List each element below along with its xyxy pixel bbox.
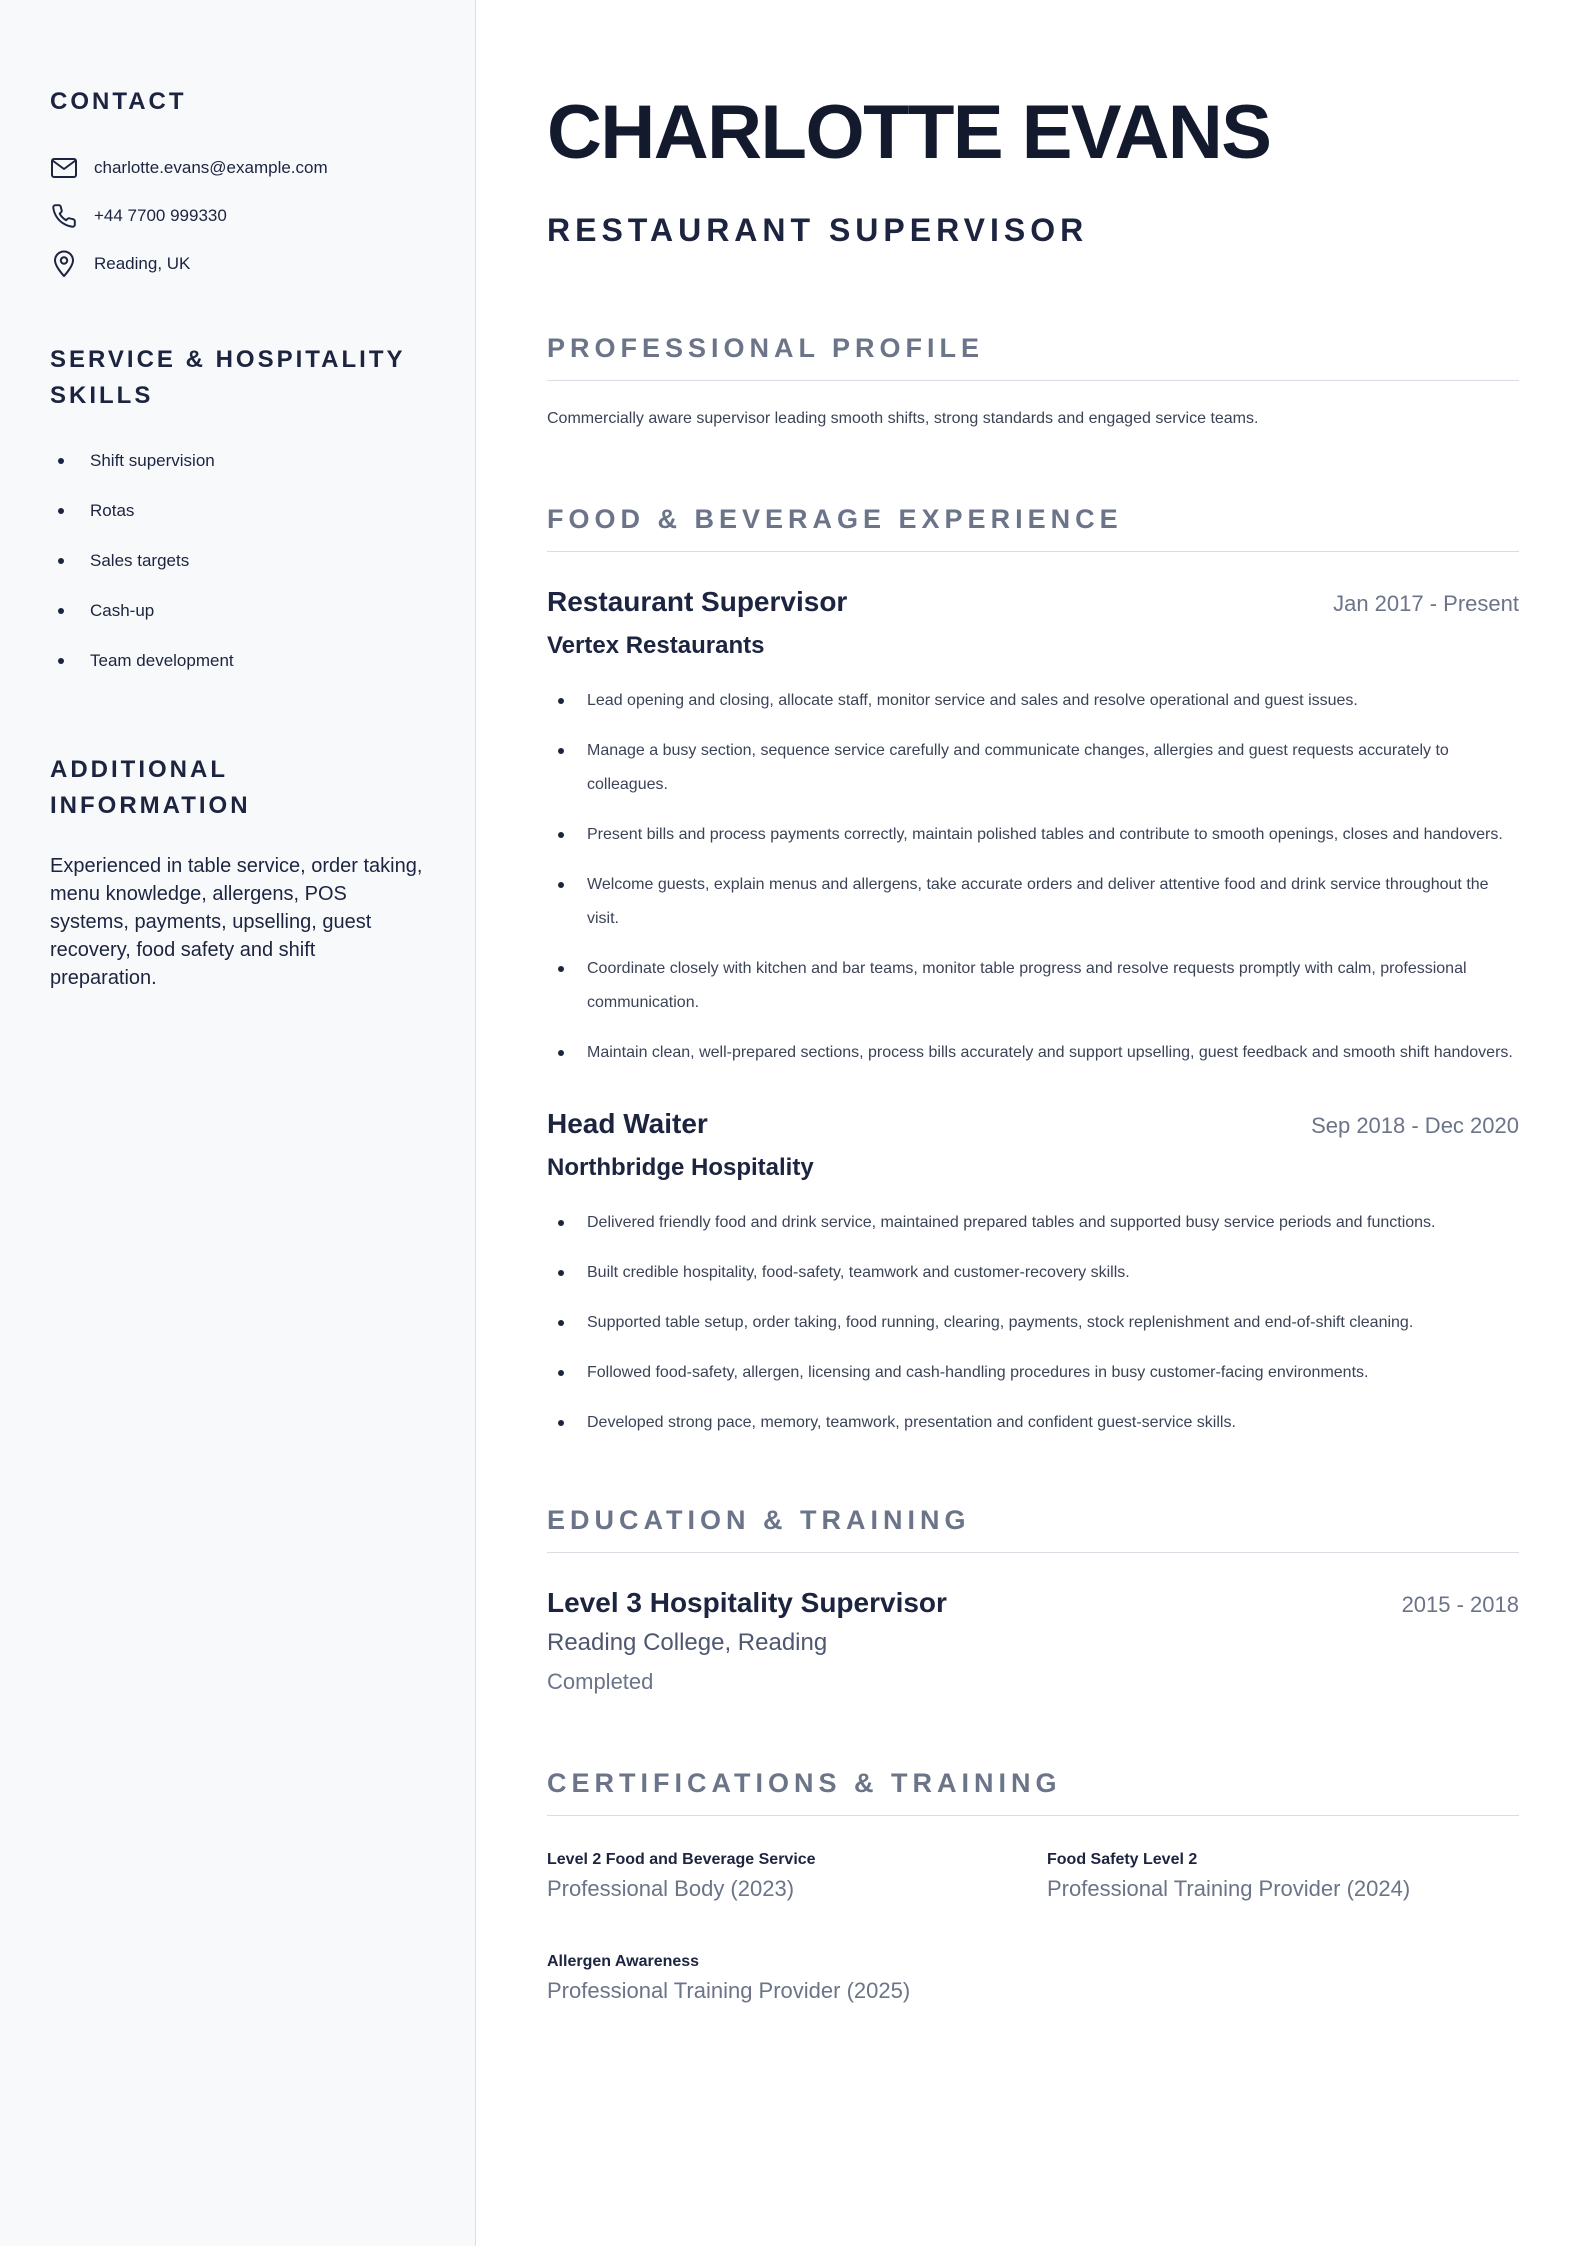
contact-phone-row: [50, 192, 425, 240]
additional-info-text: Experienced in table service, order taking, menu knowledge, allergens, POS systems, payments, upselling, guest recovery, food safety and shift preparation.: [50, 855, 423, 989]
certifications-grid: [547, 1850, 1519, 2004]
education-entry: [547, 1587, 1519, 1695]
certification-item: [1047, 1850, 1519, 1902]
certification-issuer: Professional Body (2023): [547, 1876, 795, 1901]
job-date: Jan 2017 - Present: [1333, 591, 1519, 616]
skills-heading: SERVICE & HOSPITALITY SKILLS: [50, 346, 406, 409]
job-entry: [547, 586, 1519, 1070]
certification-issuer: Professional Training Provider (2025): [547, 1978, 911, 2003]
certification-name: Level 2 Food and Beverage Service: [547, 1851, 816, 1868]
profile-section: [547, 330, 1519, 431]
candidate-role: RESTAURANT SUPERVISOR: [547, 212, 1089, 248]
job-bullet: Built credible hospitality, food-safety, teamwork and customer-recovery skills.: [547, 1256, 1519, 1290]
education-section: [547, 1502, 1519, 1695]
experience-section: [547, 501, 1519, 1440]
contact-list: [50, 144, 425, 288]
skill-item: Team development: [50, 636, 425, 686]
job-title: Head Waiter: [547, 1108, 708, 1139]
profile-heading: PROFESSIONAL PROFILE: [547, 330, 1519, 381]
job-bullet: Maintain clean, well-prepared sections, process bills accurately and support upselling, guest feedback and smooth shift handovers.: [547, 1036, 1519, 1070]
skills-list: [50, 436, 425, 686]
skill-item: Sales targets: [50, 536, 425, 586]
certification-issuer: Professional Training Provider (2024): [1047, 1876, 1411, 1901]
job-bullet: Manage a busy section, sequence service carefully and communicate changes, allergies and guest requests accurately to colleagues.: [547, 734, 1519, 802]
job-company: Northbridge Hospitality: [547, 1154, 814, 1181]
certification-name: Food Safety Level 2: [1047, 1851, 1198, 1868]
job-bullets: [547, 1206, 1519, 1440]
skill-item: Shift supervision: [50, 436, 425, 486]
certifications-heading: CERTIFICATIONS & TRAINING: [547, 1765, 1519, 1816]
map-pin-icon: [50, 250, 78, 278]
skill-item: Cash-up: [50, 586, 425, 636]
job-header: [547, 1108, 1519, 1140]
contact-email-row: [50, 144, 425, 192]
contact-location-row: [50, 240, 425, 288]
job-bullet: Developed strong pace, memory, teamwork, presentation and confident guest-service skills.: [547, 1406, 1519, 1440]
education-school: Reading College, Reading: [547, 1629, 828, 1656]
certification-name: Allergen Awareness: [547, 1953, 700, 1970]
job-bullets: [547, 684, 1519, 1070]
job-header: [547, 586, 1519, 618]
experience-heading: FOOD & BEVERAGE EXPERIENCE: [547, 501, 1519, 552]
phone-icon: [50, 202, 78, 230]
education-title: Level 3 Hospitality Supervisor: [547, 1587, 947, 1618]
education-heading: EDUCATION & TRAINING: [547, 1502, 1519, 1553]
candidate-name: CHARLOTTE EVANS: [547, 90, 1271, 175]
additional-info-heading: ADDITIONAL INFORMATION: [50, 756, 251, 819]
job-title: Restaurant Supervisor: [547, 586, 848, 617]
job-bullet: Lead opening and closing, allocate staff, monitor service and sales and resolve operational and guest issues.: [547, 684, 1519, 718]
education-header: [547, 1587, 1519, 1619]
job-bullet: Present bills and process payments correctly, maintain polished tables and contribute to smooth openings, closes and handovers.: [547, 818, 1519, 852]
job-bullet: Welcome guests, explain menus and allergens, take accurate orders and deliver attentive food and drink service throughout the visit.: [547, 868, 1519, 936]
contact-heading: CONTACT: [50, 88, 187, 115]
job-company: Vertex Restaurants: [547, 632, 765, 659]
skill-item: Rotas: [50, 486, 425, 536]
job-entry: [547, 1108, 1519, 1440]
contact-phone[interactable]: +44 7700 999330: [94, 206, 227, 225]
profile-text: Commercially aware supervisor leading smooth shifts, strong standards and engaged service teams.: [547, 410, 1259, 427]
certification-item: [547, 1850, 1047, 1902]
certifications-section: [547, 1765, 1519, 2004]
main-content: [547, 0, 1519, 2004]
contact-location: Reading, UK: [94, 254, 191, 273]
contact-email[interactable]: charlotte.evans@example.com: [94, 158, 328, 177]
certification-item: [547, 1952, 1047, 2004]
job-date: Sep 2018 - Dec 2020: [1311, 1113, 1519, 1138]
envelope-icon: [50, 154, 78, 182]
education-date: 2015 - 2018: [1401, 1592, 1519, 1617]
job-bullet: Delivered friendly food and drink service, maintained prepared tables and supported busy service periods and functions.: [547, 1206, 1519, 1240]
job-bullet: Coordinate closely with kitchen and bar teams, monitor table progress and resolve requests promptly with calm, professional communication.: [547, 952, 1519, 1020]
education-status: Completed: [547, 1669, 654, 1694]
sidebar: [0, 0, 476, 2246]
job-bullet: Supported table setup, order taking, food running, clearing, payments, stock replenishment and end-of-shift cleaning.: [547, 1306, 1519, 1340]
job-bullet: Followed food-safety, allergen, licensing and cash-handling procedures in busy customer-facing environments.: [547, 1356, 1519, 1390]
